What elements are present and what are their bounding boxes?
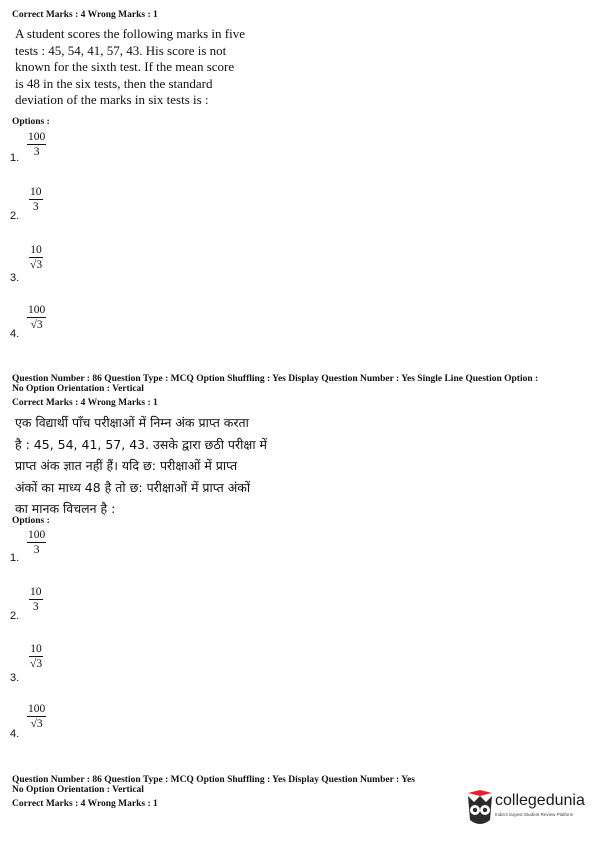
question-header: Question Number : 86 Question Type : MCQ Option Shuffling : Yes Display Question Number : Yes [12, 775, 415, 785]
sqrt-symbol: √ [30, 259, 37, 271]
sqrt-symbol: √ [30, 658, 37, 670]
question-line: known for the sixth test. If the mean score [15, 59, 235, 74]
orientation-line: No Option Orientation : Vertical [12, 785, 144, 795]
numerator: 10 [30, 244, 42, 256]
denominator [26, 717, 47, 731]
question-line: का मानक विचलन है : [15, 501, 116, 516]
question-text [15, 26, 265, 109]
sqrt-symbol: √ [30, 319, 37, 331]
option-number: 3. [10, 672, 20, 684]
option-number: 4. [10, 728, 20, 740]
radicand: 3 [36, 658, 43, 670]
numerator: 10 [30, 586, 42, 598]
denominator [28, 657, 44, 671]
question-line: एक विद्यार्थी पाँच परीक्षाओं में निम्न अंक प्राप्त करता [15, 415, 249, 430]
owl-icon [468, 790, 492, 824]
question-header: Question Number : 86 Question Type : MCQ Option Shuffling : Yes Display Question Number : Yes Single Line Question Option : [12, 374, 539, 384]
question-line: is 48 in the six tests, then the standard [15, 75, 213, 91]
numerator: 100 [28, 703, 46, 715]
radicand: 3 [36, 718, 43, 730]
option-fraction [28, 185, 44, 214]
denominator: 3 [33, 146, 40, 158]
question-line: अंकों का माध्य 48 है तो छ: परीक्षाओं में प्राप्त अंकों [15, 479, 251, 495]
marks-line: Correct Marks : 4 Wrong Marks : 1 [12, 398, 158, 408]
option-number: 4. [10, 328, 20, 340]
question-line: प्राप्त अंक ज्ञात नहीं हैं। यदि छ: परीक्षाओं में प्राप्त [15, 458, 238, 473]
sqrt-symbol: √ [30, 718, 37, 730]
numerator: 10 [30, 643, 42, 655]
question-line: है : 45, 54, 41, 57, 43. उसके द्वारा छठी परीक्षा में [15, 436, 268, 452]
question-line: A student scores the following marks in five [15, 26, 245, 41]
denominator [28, 258, 44, 272]
numerator: 100 [28, 131, 46, 143]
radicand: 3 [36, 319, 43, 331]
marks-line: Correct Marks : 4 Wrong Marks : 1 [12, 10, 158, 20]
option-number: 2. [10, 210, 20, 222]
logo-wordmark: collegedunia [495, 792, 585, 809]
numerator: 10 [30, 186, 42, 198]
option-fraction [28, 585, 44, 614]
option-number: 2. [10, 610, 20, 622]
numerator: 100 [28, 304, 46, 316]
denominator: 3 [32, 601, 39, 613]
numerator: 100 [28, 529, 46, 541]
question-line: deviation of the marks in six tests is : [15, 92, 209, 107]
option-fraction [26, 702, 47, 731]
option-fraction [26, 528, 47, 557]
orientation-line: No Option Orientation : Vertical [12, 384, 144, 394]
options-label: Options : [12, 117, 50, 127]
denominator [26, 318, 47, 332]
option-fraction [28, 642, 44, 671]
denominator: 3 [32, 201, 39, 213]
denominator: 3 [33, 544, 40, 556]
question-text-hindi [15, 412, 275, 520]
question-line: tests : 45, 54, 41, 57, 43. His score is not [15, 42, 227, 58]
option-fraction [26, 303, 47, 332]
radicand: 3 [36, 259, 43, 271]
option-number: 1. [10, 152, 20, 164]
options-label: Options : [12, 516, 50, 526]
logo-tagline: India's largest Student Review Platform [495, 812, 574, 817]
marks-line: Correct Marks : 4 Wrong Marks : 1 [12, 799, 158, 809]
option-number: 1. [10, 552, 20, 564]
option-number: 3. [10, 272, 20, 284]
option-fraction [26, 130, 47, 159]
option-fraction [28, 243, 44, 272]
